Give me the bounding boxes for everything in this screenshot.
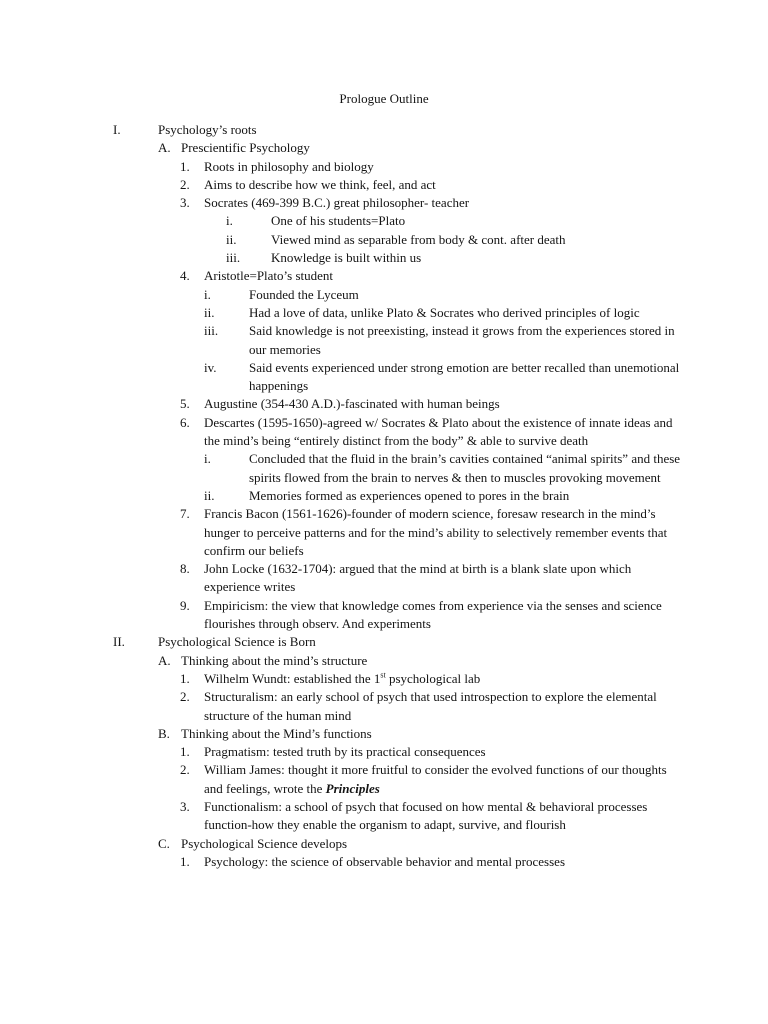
section-marker: II. <box>113 634 125 650</box>
item-marker: 1. <box>180 744 190 760</box>
subsection-marker: C. <box>158 835 170 851</box>
sub-item <box>0 249 768 267</box>
subsection-text: Prescientific Psychology <box>181 140 310 156</box>
item-marker: 2. <box>180 176 190 192</box>
subitem-text: Said knowledge is not preexisting, instead it grows from the experiences stored in our memories <box>249 323 675 357</box>
sub-item <box>0 286 768 304</box>
subsection-marker: A. <box>158 140 171 156</box>
item-text: Pragmatism: tested truth by its practical consequences <box>204 744 486 760</box>
item-marker: 9. <box>180 597 190 613</box>
subitem-text: Said events experienced under strong emotion are better recalled than unemotional happenings <box>249 359 680 394</box>
item-text: Roots in philosophy and biology <box>204 158 374 174</box>
list-item <box>0 414 768 451</box>
list-item <box>0 505 768 560</box>
item-marker: 1. <box>180 853 190 869</box>
list-item <box>0 853 768 871</box>
subsection-marker: B. <box>158 725 170 741</box>
list-item <box>0 395 768 413</box>
subitem-text: One of his students=Plato <box>271 213 406 229</box>
section-heading <box>0 121 768 139</box>
subitem-marker: i. <box>204 451 211 467</box>
item-text: Aims to describe how we think, feel, and act <box>204 176 436 192</box>
item-marker: 6. <box>180 414 190 430</box>
section-heading <box>0 633 768 651</box>
subitem-marker: ii. <box>204 304 215 320</box>
document-title: Prologue Outline <box>339 91 429 106</box>
item-text: Structuralism: an early school of psych that used introspection to explore the elemental structure of the human mind <box>204 689 657 723</box>
item-text: Psychology: the science of observable behavior and mental processes <box>204 853 565 869</box>
list-item <box>0 798 768 835</box>
list-item <box>0 761 768 798</box>
item-marker: 3. <box>180 195 190 211</box>
item-marker: 5. <box>180 396 190 412</box>
list-item <box>0 560 768 597</box>
subsection-heading <box>0 139 768 157</box>
subitem-text: Knowledge is built within us <box>271 250 422 266</box>
item-text: Empiricism: the view that knowledge comes from experience via the senses and science flourishes through observ. And experiments <box>204 597 662 632</box>
subitem-marker: iii. <box>226 250 241 266</box>
section-text: Psychological Science is Born <box>158 634 316 650</box>
subsection-text: Thinking about the mind’s structure <box>181 652 368 668</box>
item-marker: 2. <box>180 689 190 705</box>
item-marker: 1. <box>180 670 190 686</box>
subitem-text: Had a love of data, unlike Plato & Socrates who derived principles of logic <box>249 304 640 320</box>
list-item <box>0 597 768 634</box>
outline <box>0 121 768 871</box>
sub-item <box>0 322 768 359</box>
list-item <box>0 670 768 688</box>
subitem-text: Memories formed as experiences opened to pores in the brain <box>249 487 570 503</box>
list-item <box>0 267 768 285</box>
list-item <box>0 176 768 194</box>
item-marker: 8. <box>180 561 190 577</box>
item-marker: 1. <box>180 158 190 174</box>
sub-item <box>0 450 768 487</box>
subsection-heading <box>0 652 768 670</box>
item-marker: 2. <box>180 762 190 778</box>
item-text-part: Wilhelm Wundt: established the 1 <box>204 670 381 686</box>
subitem-marker: ii. <box>204 487 215 503</box>
section-marker: I. <box>113 122 121 137</box>
sub-item <box>0 304 768 322</box>
list-item <box>0 743 768 761</box>
section-text: Psychology’s roots <box>158 122 257 137</box>
item-text: Francis Bacon (1561-1626)-founder of modern science, foresaw research in the mind’s hunger to perceive patterns and for the mind’s ability to selectively remember events that confirm our beliefs <box>204 506 668 558</box>
item-text-part: William James: thought it more fruitful to consider the evolved functions of our thoughts and feelings, wrote the <box>204 762 667 796</box>
item-marker: 4. <box>180 268 190 284</box>
item-text: Functionalism: a school of psych that focused on how mental & behavioral processes function-how they enable the organism to adapt, survive, and flourish <box>204 798 648 833</box>
subsection-text: Psychological Science develops <box>181 835 348 851</box>
item-text <box>204 670 684 688</box>
subsection-text: Thinking about the Mind’s functions <box>181 725 372 741</box>
subitem-text: Founded the Lyceum <box>249 286 359 302</box>
item-text: Socrates (469-399 B.C.) great philosopher- teacher <box>204 195 470 211</box>
subsection-heading <box>0 835 768 853</box>
item-marker: 3. <box>180 798 190 814</box>
list-item <box>0 158 768 176</box>
sub-item <box>0 212 768 230</box>
item-text: Aristotle=Plato’s student <box>204 268 334 284</box>
item-text: Descartes (1595-1650)-agreed w/ Socrates & Plato about the existence of innate ideas and the mind’s being “entirely distinct from the body” & able to survive death <box>204 414 673 449</box>
subitem-text: Concluded that the fluid in the brain’s cavities contained “animal spirits” and these spirits flowed from the brain to nerves & then to muscles provoking movement <box>249 451 681 485</box>
book-title: Principles <box>325 780 380 796</box>
sub-item <box>0 359 768 396</box>
sub-item <box>0 487 768 505</box>
list-item <box>0 688 768 725</box>
subsection-heading <box>0 725 768 743</box>
subsection-marker: A. <box>158 652 171 668</box>
subitem-marker: ii. <box>226 231 237 247</box>
subitem-marker: i. <box>226 213 233 229</box>
superscript: st <box>380 670 386 680</box>
sub-item <box>0 231 768 249</box>
subitem-marker: iii. <box>204 323 219 339</box>
item-text: John Locke (1632-1704): argued that the mind at birth is a blank slate upon which experience writes <box>204 561 632 595</box>
item-text <box>204 761 684 798</box>
item-text-part: psychological lab <box>385 670 481 686</box>
item-text: Augustine (354-430 A.D.)-fascinated with human beings <box>204 396 500 412</box>
subitem-marker: i. <box>204 286 211 302</box>
list-item <box>0 194 768 212</box>
item-marker: 7. <box>180 506 190 522</box>
subitem-text: Viewed mind as separable from body & cont. after death <box>271 231 566 247</box>
subitem-marker: iv. <box>204 359 217 375</box>
